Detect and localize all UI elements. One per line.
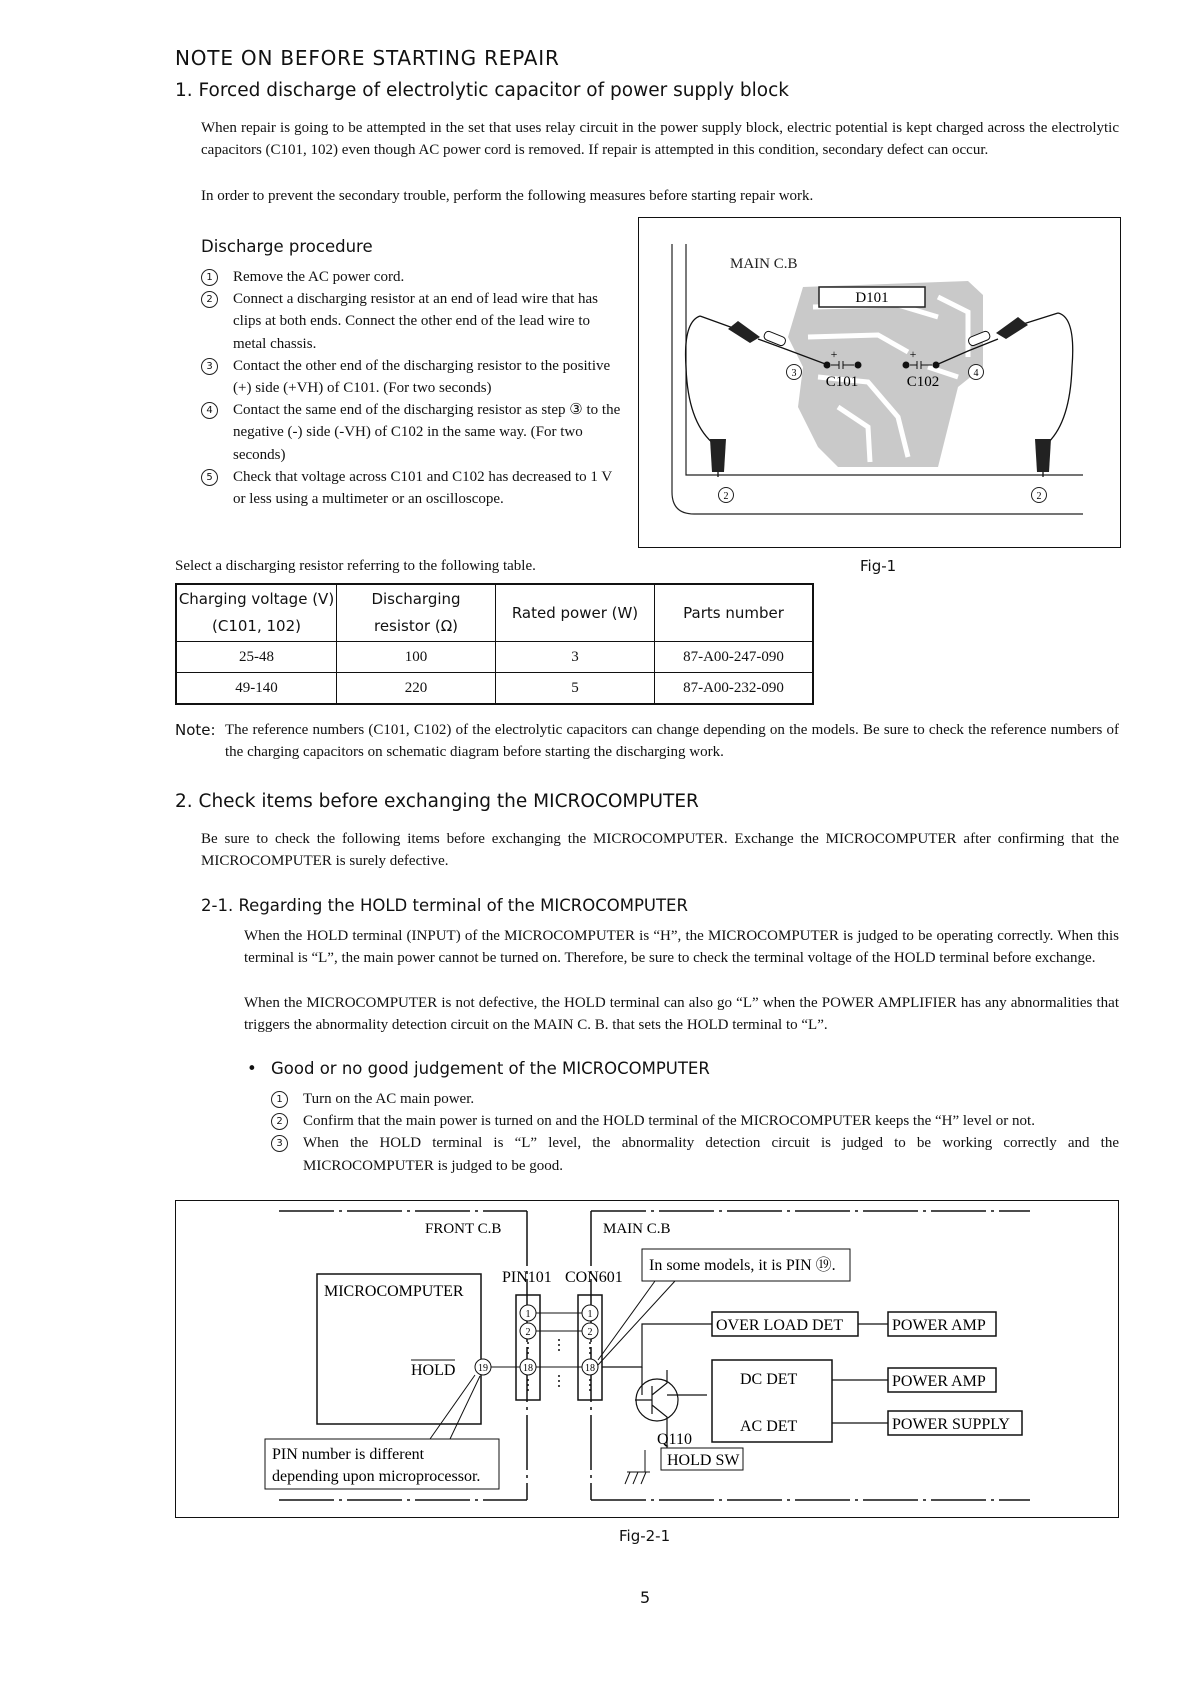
step-text: Turn on the AC main power. — [303, 1091, 475, 1107]
plus-sign: + — [830, 347, 838, 361]
step-text: Connect a discharging resistor at an end of lead wire that has clips at both ends. Connect the other end of the lead wire to metal chassis. — [233, 291, 599, 352]
step-number: 3 — [201, 358, 218, 375]
subsection-paragraph2: When the MICROCOMPUTER is not defective, the HOLD terminal can also go “L” when the POWER AMPLIFIER has any abnormalities that triggers the abnormality detection circuit on the MAIN C. B. that sets the HOLD terminal to “L”. — [244, 995, 1119, 1034]
hold-label: HOLD — [411, 1362, 456, 1379]
step-text: Confirm that the main power is turned on and the HOLD terminal of the MICROCOMPUTER keeps the “H” level or not. — [303, 1113, 1035, 1130]
pin-18-label: 18 — [523, 1363, 533, 1374]
step-2 — [201, 288, 621, 355]
pin-note-text: In some models, it is PIN ⑲. — [649, 1257, 836, 1274]
hold-sw-label: HOLD SW — [667, 1452, 740, 1469]
pin-different-line2: depending upon microprocessor. — [272, 1468, 481, 1485]
judgement-title: Good or no good judgement of the MICROCOMPUTER — [271, 1059, 710, 1078]
section1-paragraph2: In order to prevent the secondary trouble, perform the following measures before starting repair work. — [201, 188, 814, 204]
pin-different-line1: PIN number is different — [272, 1446, 425, 1463]
header-text: Discharging — [371, 590, 461, 608]
header-text: Charging voltage (V) — [178, 590, 335, 608]
ac-det-label: AC DET — [740, 1418, 798, 1435]
callout-3: 3 — [791, 368, 797, 379]
section1-paragraph1: When repair is going to be attempted in the set that uses relay circuit in the power supply block, electric potential is kept charged across the electrolytic capacitors (C101, 102) even though AC power cord is removed. If repair is attempted in this condition, secondary defect can occur. — [201, 120, 1119, 159]
fig2-1-caption: Fig-2-1 — [619, 1527, 671, 1545]
step-number: 4 — [201, 402, 218, 419]
step-number: 5 — [201, 469, 218, 486]
table-header-row — [176, 584, 813, 642]
step-number: 3 — [271, 1135, 288, 1152]
discharge-procedure-title: Discharge procedure — [201, 237, 373, 256]
header-text: resistor (Ω) — [373, 617, 459, 635]
pin-19-label: 19 — [478, 1363, 488, 1374]
header-text: (C101, 102) — [212, 617, 301, 635]
subsection-2-1-heading: 2-1. Regarding the HOLD terminal of the MICROCOMPUTER — [201, 896, 688, 915]
pin-1-label: 1 — [587, 1309, 593, 1320]
judgement-steps — [271, 1088, 1119, 1177]
table-row — [176, 673, 813, 705]
header-rated-power: Rated power (W) — [496, 584, 655, 642]
section1-heading: 1. Forced discharge of electrolytic capacitor of power supply block — [175, 80, 789, 101]
callout-2-left: 2 — [723, 491, 729, 502]
table-cell: 49-140 — [176, 673, 337, 705]
judgement-step-2 — [271, 1110, 1119, 1132]
note-label: Note: — [175, 721, 216, 739]
fig1-board-label: MAIN C.B — [730, 256, 798, 272]
step-5 — [201, 466, 621, 510]
step-number: 2 — [201, 291, 218, 308]
step-text: Check that voltage across C101 and C102 has decreased to 1 V or less using a multimeter or an oscilloscope. — [233, 468, 612, 508]
pin-18-label: 18 — [585, 1363, 595, 1374]
step-number: 1 — [271, 1091, 288, 1108]
fig1-caption: Fig-1 — [860, 557, 897, 575]
pin101-label: PIN101 — [502, 1269, 552, 1286]
callout-4: 4 — [973, 368, 979, 379]
pin-1-label: 1 — [525, 1309, 531, 1320]
section2-heading: 2. Check items before exchanging the MICROCOMPUTER — [175, 791, 699, 812]
table-cell: 220 — [337, 673, 496, 705]
step-text: Contact the same end of the discharging resistor as step ③ to the negative (-) side (-VH) of C102 in the same way. (For two seconds) — [233, 402, 621, 463]
note-text: The reference numbers (C101, C102) of the electrolytic capacitors can change depending on the models. Be sure to check the reference numbers of the charging capacitors on schematic diagram before starting the discharging work. — [225, 722, 1119, 761]
q110-label: Q110 — [657, 1431, 692, 1448]
con601-label: CON601 — [565, 1269, 623, 1286]
discharge-resistor-table — [175, 583, 814, 705]
table-cell: 25-48 — [176, 642, 337, 673]
power-supply-label: POWER SUPPLY — [892, 1416, 1010, 1433]
pin-2-label: 2 — [525, 1327, 531, 1338]
d101-label: D101 — [855, 290, 889, 306]
header-charging-voltage — [176, 584, 337, 642]
table-row — [176, 642, 813, 673]
table-cell: 5 — [496, 673, 655, 705]
section2-paragraph: Be sure to check the following items before exchanging the MICROCOMPUTER. Exchange the MICROCOMPUTER after confirming that the MICROCOMPUTER is surely defective. — [201, 831, 1119, 870]
judgement-step-3 — [271, 1132, 1119, 1176]
c102-label: C102 — [906, 374, 940, 390]
power-amp-label-2: POWER AMP — [892, 1373, 986, 1390]
header-discharging-resistor — [337, 584, 496, 642]
step-number: 1 — [201, 269, 218, 286]
fig2-1-block-diagram — [175, 1200, 1120, 1519]
table-cell: 87-A00-232-090 — [655, 673, 814, 705]
step-text: Contact the other end of the discharging resistor to the positive (+) side (+VH) of C101. (For two seconds) — [233, 357, 611, 397]
step-3 — [201, 355, 621, 399]
table-cell: 3 — [496, 642, 655, 673]
c101-label: C101 — [825, 374, 859, 390]
front-cb-label: FRONT C.B — [425, 1221, 502, 1237]
callout-2-right: 2 — [1036, 491, 1042, 502]
pin-2-label: 2 — [587, 1327, 593, 1338]
step-1 — [201, 266, 621, 288]
fig1-discharge-diagram — [638, 217, 1121, 548]
subsection-paragraph1: When the HOLD terminal (INPUT) of the MICROCOMPUTER is “H”, the MICROCOMPUTER is judged to be operating correctly. When this terminal is “L”, the main power cannot be turned on. Therefore, be sure to check the terminal voltage of the HOLD terminal before exchange. — [244, 928, 1119, 967]
header-parts-number: Parts number — [655, 584, 814, 642]
page-number: 5 — [640, 1588, 651, 1607]
table-intro: Select a discharging resistor referring to the following table. — [175, 558, 536, 574]
table-cell: 87-A00-247-090 — [655, 642, 814, 673]
plus-sign: + — [909, 347, 917, 361]
step-number: 2 — [271, 1113, 288, 1130]
overload-det-label: OVER LOAD DET — [716, 1317, 844, 1334]
page-title: NOTE ON BEFORE STARTING REPAIR — [175, 46, 560, 70]
table-cell: 100 — [337, 642, 496, 673]
step-text: When the HOLD terminal is “L” level, the abnormality detection circuit is judged to be working correctly and the MICROCOMPUTER is judged to be good. — [303, 1135, 1119, 1174]
microcomputer-label: MICROCOMPUTER — [324, 1283, 464, 1300]
step-text: Remove the AC power cord. — [233, 269, 405, 285]
power-amp-label-1: POWER AMP — [892, 1317, 986, 1334]
dc-det-label: DC DET — [740, 1371, 798, 1388]
discharge-steps — [201, 266, 621, 510]
main-cb-label: MAIN C.B — [603, 1221, 671, 1237]
judgement-step-1 — [271, 1088, 1119, 1110]
judgement-bullet: • — [247, 1059, 257, 1078]
step-4 — [201, 399, 621, 466]
